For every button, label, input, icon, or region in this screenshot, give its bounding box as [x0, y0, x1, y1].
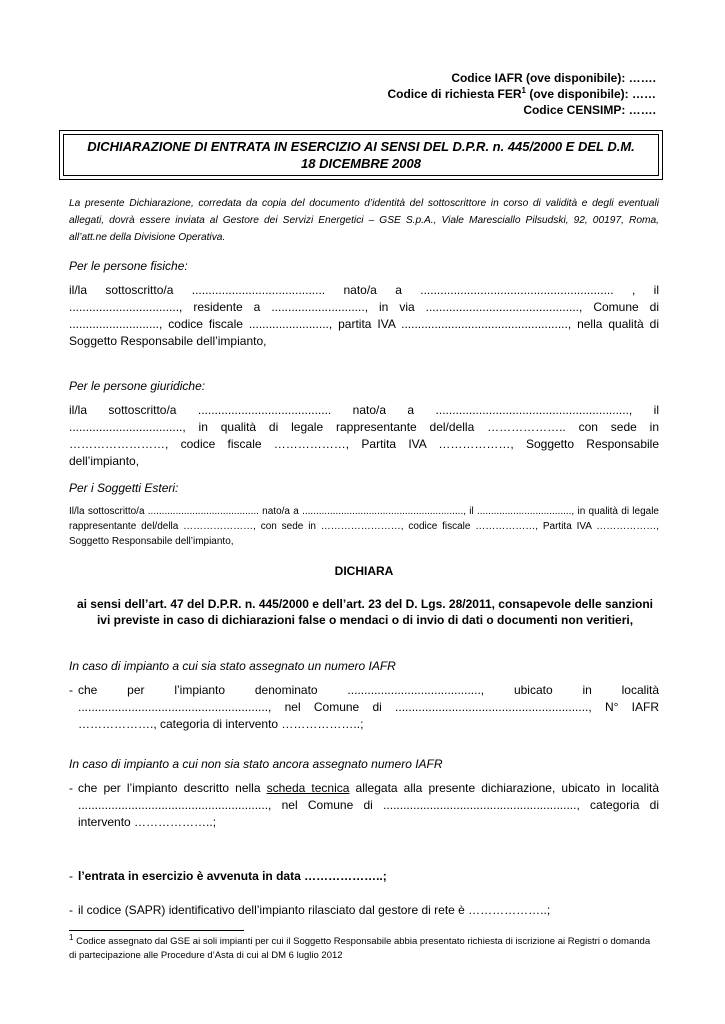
legal-basis: ai sensi dell’art. 47 del D.P.R. n. 445/2000 e dell’art. 23 del D. Lgs. 28/2011, consapevole delle sanzioni ivi previste in caso di dichiarazioni false o mendaci o di invio di dati o documenti non veritieri,	[76, 597, 654, 627]
paragraph-soggetti-esteri: Il/la sottoscritto/a ........................................ nato/a a .........................................................., il .................................., in qualità di legale rappresentante del/della …………………, con sede in ……………………, codice fiscale ………………, Partita IVA ………………, Soggetto Responsabile dell’impianto,	[69, 506, 659, 547]
document-title: DICHIARAZIONE DI ENTRATA IN ESERCIZIO AI SENSI DEL D.P.R. n. 445/2000 E DEL D.M. 18 DICEMBRE 2008	[63, 134, 659, 176]
item-iafr-not-assigned	[69, 780, 659, 831]
footnote-number: 1	[69, 932, 74, 942]
heading-iafr-assigned: In caso di impianto a cui sia stato assegnato un numero IAFR	[69, 659, 396, 673]
dash-marker: -	[69, 781, 73, 795]
intro-paragraph: La presente Dichiarazione, corredata da copia del documento d’identità del sottoscrittore in corso di validità e degli eventuali allegati, dovrà essere inviata al Gestore dei Servizi Energetici – GSE S.p.A., Viale Maresciallo Pilsudski, 92, 00197, Roma, all’att.ne della Divisione Operativa.	[69, 198, 659, 243]
item-sapr-text: il codice (SAPR) identificativo dell’impianto rilasciato dal gestore di rete è ………………..;	[78, 903, 551, 917]
heading-soggetti-esteri: Per i Soggetti Esteri:	[69, 481, 179, 495]
code-censimp: Codice CENSIMP: …….	[523, 103, 656, 117]
code-fer	[387, 86, 656, 102]
heading-persone-giuridiche: Per le persone giuridiche:	[69, 379, 206, 393]
item-entrata-esercizio	[69, 868, 659, 885]
item-iafr-assigned-text: che per l’impianto denominato ........................................, ubicato in località ........................................................., nel Comune di .........................................................., N° IAFR ………………., categoria di intervento ………………..;	[78, 683, 659, 731]
title-box	[59, 130, 663, 180]
item-text-before: che per l’impianto descritto nella	[78, 781, 267, 795]
footnote-separator	[69, 930, 244, 931]
code-fer-label: Codice di richiesta FER	[387, 87, 522, 101]
footnote-ref: 1	[521, 86, 526, 95]
dichiara-heading: DICHIARA	[334, 564, 394, 578]
code-iafr: Codice IAFR (ove disponibile): …….	[451, 71, 656, 85]
code-fer-suffix: (ove disponibile): ……	[525, 87, 656, 101]
item-text-after: allegata alla presente dichiarazione, ubicato in località ........................................................., nel Comune di .........................................................., categoria di intervento ………………..;	[78, 781, 659, 829]
item-sapr-code	[69, 902, 659, 919]
footnote-text: Codice assegnato dal GSE ai soli impianti per cui il Soggetto Responsabile abbia presentato richiesta di iscrizione ai Registri o domanda di partecipazione alle Procedure d’Asta di cui al DM 6 luglio 2012	[69, 936, 651, 961]
footnote	[69, 932, 659, 963]
paragraph-persone-giuridiche: il/la sottoscritto/a ........................................ nato/a a .........................................................., il .................................., in qualità di legale rappresentante del/della ……………….. con sede in ……………………, codice fiscale ………………, Partita IVA ………………, Soggetto Responsabile dell’impianto,	[69, 403, 659, 468]
paragraph-persone-fisiche: il/la sottoscritto/a ........................................ nato/a a .......................................................... , il ................................., residente a ............................, in via .............................................., Comune di ..........................., codice fiscale ........................, partita IVA .................................................., nella qualità di Soggetto Responsabile dell’impianto,	[69, 283, 659, 348]
scheda-tecnica-reference: scheda tecnica	[266, 781, 350, 795]
item-iafr-not-assigned-body	[78, 780, 659, 831]
item-iafr-assigned	[69, 682, 659, 733]
heading-persone-fisiche: Per le persone fisiche:	[69, 259, 188, 273]
dash-marker: -	[69, 869, 73, 883]
heading-iafr-not-assigned: In caso di impianto a cui non sia stato ancora assegnato numero IAFR	[69, 757, 443, 771]
dash-marker: -	[69, 683, 73, 697]
request-codes-block	[387, 70, 656, 118]
dash-marker: -	[69, 903, 73, 917]
item-entrata-text: l’entrata in esercizio è avvenuta in data ………………..;	[78, 869, 387, 883]
